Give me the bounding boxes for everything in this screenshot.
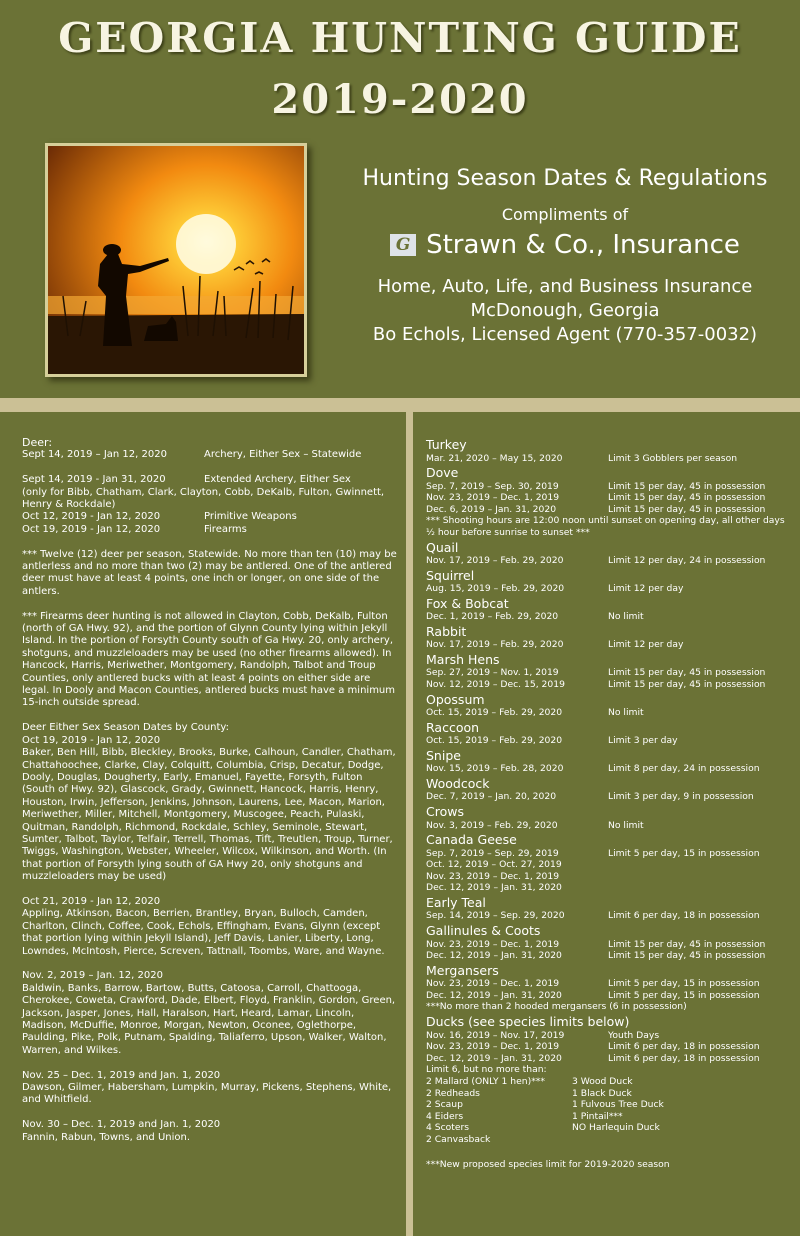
season-date: Sep. 7, 2019 – Sep. 29, 2019	[426, 847, 559, 859]
county-list: Baldwin, Banks, Barrow, Bartow, Butts, Catoosa, Carroll, Chattooga, Cherokee, Coweta, Crawford, Dade, Elbert, Floyd, Franklin, Gordon, Green, Jackson, Jasper, Jones, Hall, Haralson, Hart, Heard, Lamar, Lincoln, Madison, McDuffie, Monroe, Morgan, Newton, Oconee, Oglethorpe, Paulding, Pike, Polk, Putnam, Spalding, Taliaferro, Upson, Walker, Walton, Warren, and Wilkes.	[22, 982, 396, 1056]
species-heading: Squirrel	[426, 567, 475, 583]
season-date: Nov. 12, 2019 – Dec. 15, 2019	[426, 679, 565, 691]
duck-limit-row	[426, 1088, 788, 1100]
species-section	[426, 436, 788, 1171]
season-date: Sept 14, 2019 - Jan 31, 2020	[22, 474, 166, 486]
season-date: Dec. 12, 2019 – Jan. 31, 2020	[426, 882, 562, 894]
compliments-text: Compliments of	[501, 205, 629, 224]
duck-limit: 1 Black Duck	[572, 1087, 632, 1099]
duck-limit-row	[426, 1111, 788, 1123]
season-date: Nov. 23, 2019 – Dec. 1, 2019	[426, 1041, 560, 1053]
season-date: Dec. 12, 2019 – Jan. 31, 2020	[426, 1052, 562, 1064]
agency-info	[330, 275, 800, 347]
deer-season-row	[22, 474, 397, 486]
season-desc: Archery, Either Sex – Statewide	[204, 449, 362, 461]
county-list: Baker, Ben Hill, Bibb, Bleckley, Brooks, Burke, Calhoun, Candler, Chatham, Chattahoochee, Clarke, Clay, Colquitt, Columbia, Crisp, Decatur, Dodge, Dooly, Douglas, Dougherty, Early, Emanuel, Fayette, Forsyth, Fulton (South of Hwy. 92), Glascock, Grady, Gwinnett, Hancock, Harris, Henry, Houston, Irwin, Jefferson, Jenkins, Johnson, Laurens, Lee, Macon, Marion, Meriwether, Miller, Mitchell, Montgomery, Muscogee, Peach, Pulaski, Quitman, Randolph, Richmond, Rockdale, Schley, Seminole, Stewart, Sumter, Talbot, Taylor, Telfair, Terrell, Thomas, Tift, Treutlen, Troup, Turner, Twiggs, Washington, Webster, Wheeler, Wilcox, Wilkinson, and Worth. (In that portion of Forsyth lying south of GA Hwy 20, only shotguns and muzzleloaders may be used)	[22, 747, 396, 883]
season-limit: Limit 3 Gobblers per season	[608, 452, 738, 464]
season-limit: Limit 15 per day, 45 in possession	[608, 679, 766, 691]
county-list: Dawson, Gilmer, Habersham, Lumpkin, Murray, Pickens, Stephens, White, and Whitfield.	[22, 1082, 392, 1106]
species-season-row	[426, 763, 788, 775]
season-date: Nov. 23, 2019 – Dec. 1, 2019	[426, 492, 560, 504]
species-season-row	[426, 950, 788, 962]
season-desc: Firearms	[204, 523, 247, 535]
season-desc: Extended Archery, Either Sex	[204, 474, 351, 486]
season-date: Oct 12, 2019 - Jan 12, 2020	[22, 511, 161, 523]
species-season-row	[426, 939, 788, 951]
season-date: Dec. 1, 2019 – Feb. 29, 2020	[426, 611, 559, 623]
company-logo: G	[390, 234, 416, 256]
season-date: Dec. 12, 2019 – Jan. 31, 2020	[426, 989, 562, 1001]
season-limit: Limit 15 per day, 45 in possession	[608, 938, 766, 950]
deer-bag-note: *** Twelve (12) deer per season, Statewide. No more than ten (10) may be antlerless and no more than two (2) may be antlered. One of the antlered deer must have at least 4 points, one inch or longer, on one side of the antlers.	[22, 548, 397, 597]
season-date: Dec. 6, 2019 – Jan. 31, 2020	[426, 503, 557, 515]
season-limit: Limit 15 per day, 45 in possession	[608, 492, 766, 504]
duck-limit: 2 Mallard (ONLY 1 hen)***	[426, 1075, 545, 1087]
species-season-row	[426, 1041, 788, 1053]
duck-limit-row	[426, 1134, 788, 1146]
duck-limit: 4 Eiders	[426, 1110, 464, 1122]
species-season-row	[426, 820, 788, 832]
species-heading: Early Teal	[426, 894, 486, 910]
species-season-row	[426, 791, 788, 803]
duck-limit: 1 Pintail***	[572, 1110, 623, 1122]
footer-note: ***New proposed species limit for 2019-2020 season	[426, 1159, 670, 1171]
deer-season-row	[22, 524, 397, 536]
species-heading: Dove	[426, 465, 459, 481]
season-year: 2019-2020	[271, 76, 529, 123]
county-date: Nov. 30 – Dec. 1, 2019 and Jan. 1, 2020	[22, 1119, 221, 1131]
county-date: Oct 19, 2019 - Jan 12, 2020	[22, 734, 161, 746]
agency-location: McDonough, Georgia	[470, 300, 660, 321]
season-limit: Limit 12 per day	[608, 583, 684, 595]
season-date: Sep. 14, 2019 – Sep. 29, 2020	[426, 910, 565, 922]
species-season-row	[426, 611, 788, 623]
season-limit: Youth Days	[608, 1029, 660, 1041]
season-limit: Limit 3 per day	[608, 735, 678, 747]
season-limit: Limit 6 per day, 18 in possession	[608, 1041, 760, 1053]
season-date: Nov. 23, 2019 – Dec. 1, 2019	[426, 978, 560, 990]
page-title: GEORGIA HUNTING GUIDE	[58, 14, 742, 62]
season-date: Nov. 17, 2019 – Feb. 29, 2020	[426, 555, 564, 567]
season-limit: Limit 15 per day, 45 in possession	[608, 480, 766, 492]
species-heading: Quail	[426, 539, 459, 555]
season-limit: Limit 6 per day, 18 in possession	[608, 910, 760, 922]
species-season-row	[426, 504, 788, 516]
species-note: ***No more than 2 hooded mergansers (6 in possession)	[426, 1001, 687, 1013]
season-date: Nov. 3, 2019 – Feb. 29, 2020	[426, 819, 558, 831]
season-date: Oct. 15, 2019 – Feb. 29, 2020	[426, 735, 563, 747]
company-label: Strawn & Co., Insurance	[426, 230, 740, 260]
agency-tagline: Home, Auto, Life, and Business Insurance	[377, 276, 753, 297]
season-limit: Limit 3 per day, 9 in possession	[608, 791, 754, 803]
species-heading: Mergansers	[426, 962, 499, 978]
species-note: *** Shooting hours are 12:00 noon until sunset on opening day, all other days ½ hour before sunrise to sunset ***	[426, 515, 785, 538]
deer-season-row	[22, 511, 397, 523]
duck-limit-row	[426, 1076, 788, 1088]
season-limit: Limit 15 per day, 45 in possession	[608, 950, 766, 962]
season-limit: No limit	[608, 611, 644, 623]
season-limit: No limit	[608, 819, 644, 831]
season-date: Sept 14, 2019 – Jan 12, 2020	[22, 449, 167, 461]
species-heading: Raccoon	[426, 719, 480, 735]
column-divider	[406, 412, 413, 1236]
season-limit: Limit 8 per day, 24 in possession	[608, 763, 760, 775]
species-season-row	[426, 882, 788, 894]
season-date: Oct 19, 2019 - Jan 12, 2020	[22, 523, 161, 535]
divider-band	[0, 398, 800, 412]
species-heading: Ducks (see species limits below)	[426, 1014, 630, 1030]
season-date: Dec. 12, 2019 – Jan. 31, 2020	[426, 950, 562, 962]
duck-limit: 1 Fulvous Tree Duck	[572, 1099, 664, 1111]
season-date: Nov. 23, 2019 – Dec. 1, 2019	[426, 938, 560, 950]
duck-limit: 2 Canvasback	[426, 1133, 491, 1145]
county-date: Nov. 2, 2019 – Jan. 12, 2020	[22, 970, 163, 982]
species-season-row	[426, 707, 788, 719]
deer-heading: Deer:	[22, 436, 53, 449]
duck-limit: 2 Scaup	[426, 1099, 463, 1111]
season-limit: Limit 15 per day, 45 in possession	[608, 667, 766, 679]
species-season-row	[426, 871, 788, 883]
species-season-row	[426, 990, 788, 1002]
season-date: Sep. 27, 2019 – Nov. 1, 2019	[426, 667, 559, 679]
species-heading: Gallinules & Coots	[426, 923, 541, 939]
species-season-row	[426, 555, 788, 567]
season-limit: Limit 12 per day, 24 in possession	[608, 555, 766, 567]
species-note: Limit 6, but no more than:	[426, 1064, 547, 1076]
agent-contact: Bo Echols, Licensed Agent (770-357-0032)	[372, 324, 758, 345]
deer-section	[22, 437, 397, 1144]
county-list: Fannin, Rabun, Towns, and Union.	[22, 1131, 191, 1143]
season-limit: Limit 6 per day, 18 in possession	[608, 1052, 760, 1064]
duck-limit: 4 Scoters	[426, 1122, 470, 1134]
company-name	[330, 230, 800, 260]
duck-limit: 3 Wood Duck	[572, 1075, 633, 1087]
species-season-row	[426, 583, 788, 595]
deer-season-row	[22, 449, 397, 461]
duck-limit-row	[426, 1099, 788, 1111]
season-date: Nov. 15, 2019 – Feb. 28, 2020	[426, 763, 564, 775]
county-date: Nov. 25 – Dec. 1, 2019 and Jan. 1, 2020	[22, 1069, 221, 1081]
species-season-row	[426, 978, 788, 990]
species-season-row	[426, 1053, 788, 1065]
sunset-hunter-photo	[45, 143, 307, 377]
season-note: (only for Bibb, Chatham, Clark, Clayton, Cobb, DeKalb, Fulton, Gwinnett, Henry & Rockdale)	[22, 486, 385, 511]
season-date: Dec. 7, 2019 – Jan. 20, 2020	[426, 791, 557, 803]
species-heading: Marsh Hens	[426, 651, 500, 667]
duck-limit-row	[426, 1122, 788, 1134]
species-heading: Woodcock	[426, 775, 490, 791]
season-limit: No limit	[608, 707, 644, 719]
season-limit: Limit 5 per day, 15 in possession	[608, 847, 760, 859]
season-desc: Primitive Weapons	[204, 511, 297, 523]
species-heading: Opossum	[426, 691, 485, 707]
season-date: Oct. 12, 2019 – Oct. 27, 2019	[426, 859, 562, 871]
season-limit: Limit 15 per day, 45 in possession	[608, 503, 766, 515]
subtitle: Hunting Season Dates & Regulations	[362, 166, 768, 191]
season-date: Mar. 21, 2020 – May 15, 2020	[426, 452, 563, 464]
season-limit: Limit 5 per day, 15 in possession	[608, 978, 760, 990]
season-limit: Limit 12 per day	[608, 639, 684, 651]
species-season-row	[426, 679, 788, 691]
species-season-row	[426, 735, 788, 747]
county-date: Oct 21, 2019 - Jan 12, 2020	[22, 895, 161, 907]
species-heading: Canada Geese	[426, 832, 517, 848]
county-heading: Deer Either Sex Season Dates by County:	[22, 722, 229, 734]
species-heading: Fox & Bobcat	[426, 595, 509, 611]
season-limit: Limit 5 per day, 15 in possession	[608, 989, 760, 1001]
species-season-row	[426, 910, 788, 922]
species-season-row	[426, 481, 788, 493]
firearms-note: *** Firearms deer hunting is not allowed in Clayton, Cobb, DeKalb, Fulton (north of GA Hwy. 92), and the portion of Glynn County lying within Jekyll Island. In the portion of Forsyth County south of Ga Hwy. 20, only archery, shotguns, and muzzleloaders may be used (no other firearms allowed). In Hancock, Harris, Meriwether, Montgomery, Randolph, Talbot and Troup Counties, only antlered bucks with at least 4 points on either side are legal. In Dooly and Macon Counties, antlered bucks must have a minimum 15-inch outside spread.	[22, 610, 396, 709]
species-season-row	[426, 453, 788, 465]
species-season-row	[426, 848, 788, 860]
species-season-row	[426, 859, 788, 871]
hunter-silhouette-icon	[48, 146, 304, 374]
species-heading: Snipe	[426, 747, 461, 763]
season-date: Nov. 17, 2019 – Feb. 29, 2020	[426, 639, 564, 651]
species-season-row	[426, 492, 788, 504]
season-date: Nov. 23, 2019 – Dec. 1, 2019	[426, 870, 560, 882]
species-season-row	[426, 667, 788, 679]
species-heading: Rabbit	[426, 623, 467, 639]
county-list: Appling, Atkinson, Bacon, Berrien, Brantley, Bryan, Bulloch, Camden, Charlton, Clinch, Coffee, Cook, Echols, Effingham, Evans, Glynn (except that portion lying within Jekyll Island), Jeff Davis, Lanier, Liberty, Long, Lowndes, McIntosh, Pierce, Screven, Tattnall, Toombs, Ware, and Wayne.	[22, 908, 385, 957]
duck-limit: NO Harlequin Duck	[572, 1122, 660, 1134]
season-date: Nov. 16, 2019 – Nov. 17, 2019	[426, 1029, 565, 1041]
species-season-row	[426, 1030, 788, 1042]
species-heading: Crows	[426, 804, 464, 819]
season-date: Aug. 15, 2019 – Feb. 29, 2020	[426, 583, 565, 595]
season-date: Sep. 7, 2019 – Sep. 30, 2019	[426, 480, 559, 492]
species-heading: Turkey	[426, 437, 467, 452]
season-date: Oct. 15, 2019 – Feb. 29, 2020	[426, 707, 563, 719]
duck-limit: 2 Redheads	[426, 1087, 480, 1099]
species-season-row	[426, 639, 788, 651]
